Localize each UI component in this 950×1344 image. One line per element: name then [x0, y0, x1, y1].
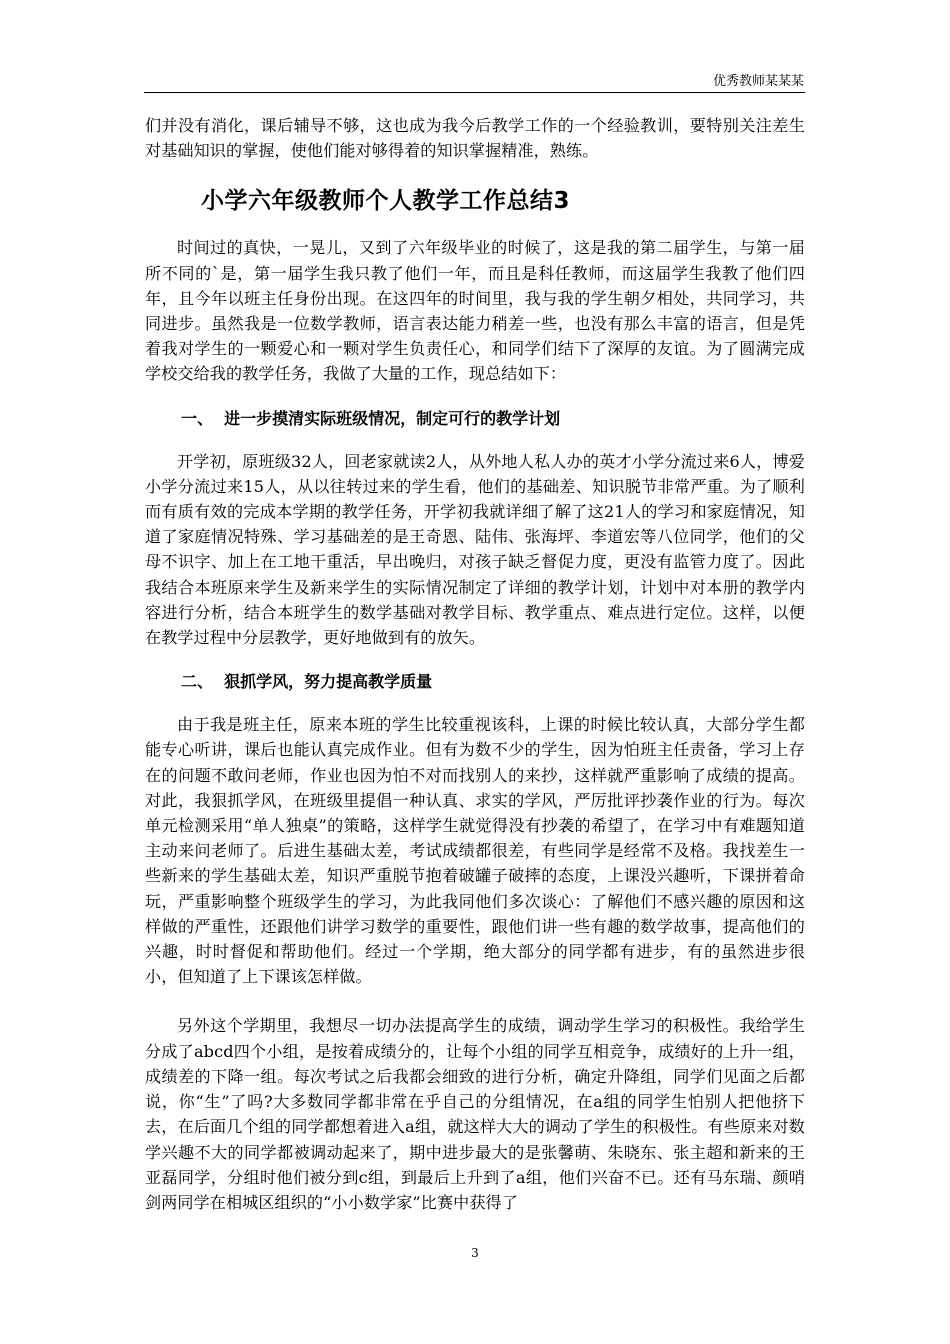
running-header-author: 优秀教师某某某 — [712, 74, 804, 89]
section-2-paragraph-1: 由于我是班主任，原来本班的学生比较重视该科，上课的时候比较认真，大部分学生都能专心听讲，课后也能认真完成作业。但有为数不少的学生，因为怕班主任责备，学习上存在的问题不敢问老师，作业也因为怕不对而找别人的来抄，这样就严重影响了成绩的提高。对此，我狠抓学风，在班级里提倡一种认真、求实的学风，严厉批评抄袭作业的行为。每次单元检测采用“单人独桌”的策略，这样学生就觉得没有抄袭的希望了，在学习中有难题知道主动来问老师了。后进生基础太差，考试成绩都很差，有些同学是经常不及格。我找差生一些新来的学生基础太差，知识严重脱节抱着破罐子破摔的态度，上课没兴趣听，下课拼着命玩，严重影响整个班级学生的学习，为此我同他们多次谈心：了解他们不感兴趣的原因和这样做的严重性，还跟他们讲学习数学的重要性，跟他们讲一些有趣的数学故事，提高他们的兴趣，时时督促和帮助他们。经过一个学期，绝大部分的同学都有进步，有的虽然进步很小，但知道了上下课该怎样做。 — [145, 715, 805, 987]
intro-paragraph: 时间过的真快，一晃儿，又到了六年级毕业的时候了，这是我的第二届学生，与第一届所不同的`是，第一届学生我只教了他们一年，而且是科任教师，而这届学生我教了他们四年，且今年以班主任身份出现。在这四年的时间里，我与我的学生朝夕相处，共同学习，共同进步。虽然我是一位数学教师，语言表达能力稍差一些，也没有那么丰富的语言，但是凭着我对学生的一颗爱心和一颗对学生负责任心，和同学们结下了深厚的友谊。为了圆满完成学校交给我的教学任务，我做了大量的工作，现总结如下： — [145, 238, 805, 384]
spacer — [145, 221, 805, 235]
document-title: 小学六年级教师个人教学工作总结3 — [201, 188, 571, 215]
section-number-1: 一、 — [181, 408, 214, 428]
section-heading-1 — [145, 407, 805, 431]
continuation-paragraph: 们并没有消化，课后辅导不够，这也成为我今后教学工作的一个经验教训，要特别关注差生对基础知识的掌握，使他们能对够得着的知识掌握精准，熟练。 — [145, 116, 805, 161]
section-2-paragraph-2: 另外这个学期里，我想尽一切办法提高学生的成绩，调动学生学习的积极性。我给学生分成了abcd四个小组，是按着成绩分的，让每个小组的同学互相竞争，成绩好的上升一组，成绩差的下降一组。每次考试之后我都会细致的进行分析，确定升降组，同学们见面之后都说，你“生”了吗?大多数同学都非常在乎自己的分组情况，在a组的同学生怕别人把他挤下去，在后面几个组的同学都想着进入a组，就这样大大的调动了学生的积极性。有些原来对数学兴趣不大的同学都被调动起来了，期中进步最大的是张馨萌、朱晓东、张主超和新来的王亚磊同学，分组时他们被分到c组，到最后上升到了a组，他们兴奋不已。还有马东瑞、颜哨剑两同学在相城区组织的“小小数学家”比赛中获得了 — [145, 1016, 805, 1212]
section-title-2: 狠抓学风，努力提高教学质量 — [224, 672, 433, 692]
section-number-2: 二、 — [181, 672, 214, 692]
section-heading-2 — [145, 670, 805, 694]
page-number: 3 — [471, 1246, 479, 1260]
header-divider — [144, 92, 805, 93]
spacer — [145, 989, 805, 1013]
section-1-paragraph: 开学初，原班级32人，回老家就读2人，从外地人私人办的英才小学分流过来6人，博爱小学分流过来15人，从以往转过来的学生看，他们的基础差、知识脱节非常严重。为了顺利而有质有效的完成本学期的教学任务，开学初我就详细了解了这21人的学习和家庭情况，知道了家庭情况特殊、学习基础差的是王奇恩、陆伟、张海坪、李道宏等八位同学，他们的父母不识字、加上在工地干重活，早出晚归，对孩子缺乏督促力度，更没有监管力度了。因此我结合本班原来学生及新来学生的实际情况制定了详细的教学计划，计划中对本册的教学内容进行分析，结合本班学生的数学基础对教学目标、教学重点、难点进行定位。这样，以便在教学过程中分层教学，更好地做到有的放矢。 — [145, 451, 805, 648]
page-body — [145, 113, 805, 1215]
section-title-1: 进一步摸清实际班级情况，制定可行的教学计划 — [224, 408, 561, 428]
